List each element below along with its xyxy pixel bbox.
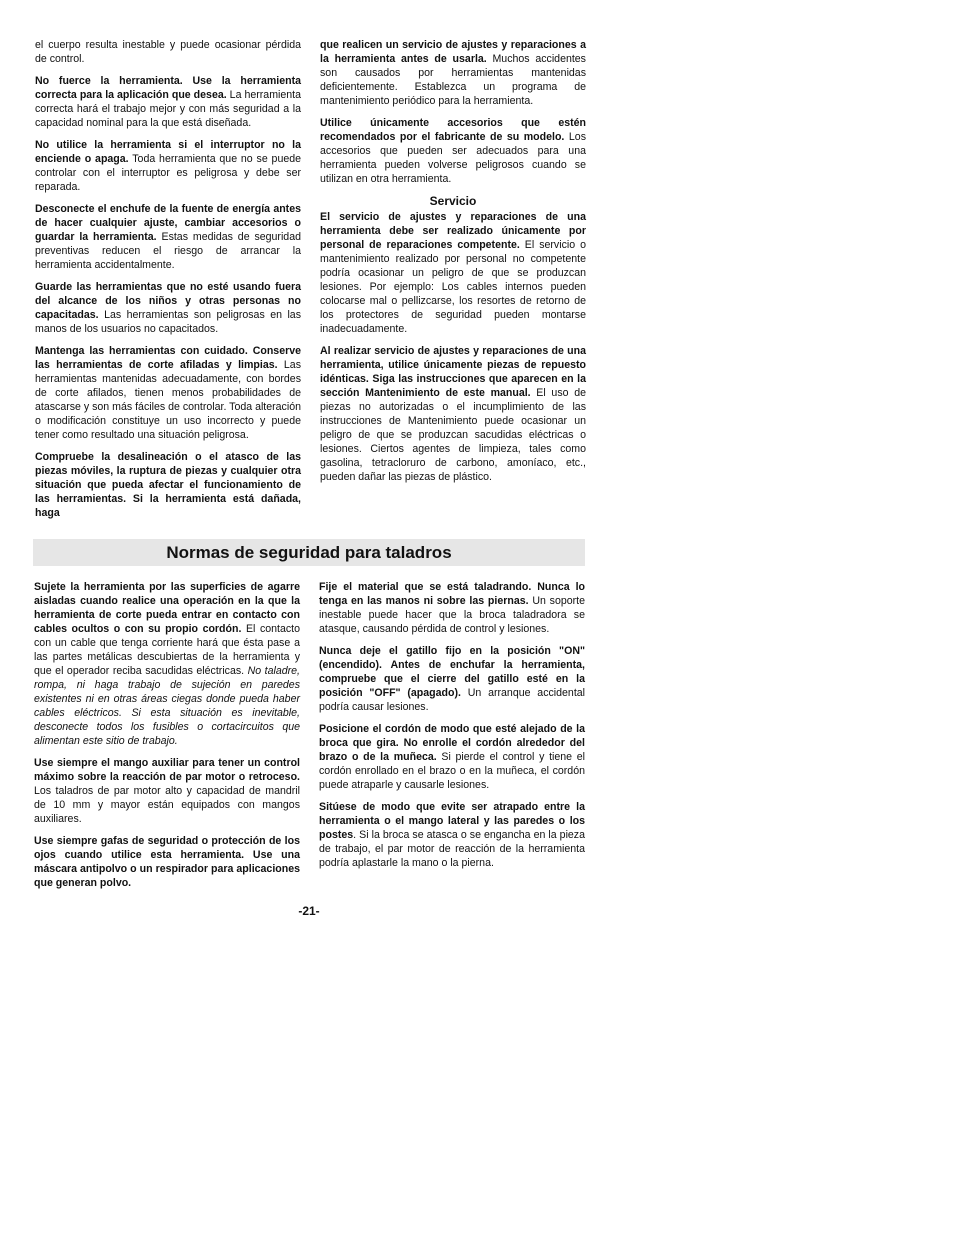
bottom-right-column	[319, 580, 585, 878]
paragraph-accessories: Utilice únicamente accesorios que estén recomendados por el fabricante de su modelo. Los accesorios que pueden ser adecuados para una herramienta pueden volverse peligrosos cuando se utilizan en otra herramienta.	[320, 117, 586, 185]
section-banner	[33, 539, 585, 566]
paragraph-service-before-use: que realicen un servicio de ajustes y reparaciones a la herramienta antes de usarla. Muchos accidentes son causados por herramientas mantenidas deficientemente. Establezca un programa de mantenimiento periódico para la herramienta.	[320, 39, 586, 107]
paragraph-body-instability: el cuerpo resulta inestable y puede ocasionar pérdida de control.	[35, 39, 301, 65]
top-right-column	[320, 38, 586, 492]
paragraph-trigger-lock: Nunca deje el gatillo fijo en la posición "ON" (encendido). Antes de enchufar la herramienta, compruebe que el cierre del gatillo esté en la posición "OFF" (apagado). Un arranque accidental podría causar lesiones.	[319, 645, 586, 713]
paragraph-no-force-tool: No fuerce la herramienta. Use la herramienta correcta para la aplicación que desea. La herramienta correcta hará el trabajo mejor y con más seguridad a la capacidad nominal para la que está diseñada.	[35, 75, 301, 129]
top-left-column	[35, 38, 301, 528]
paragraph-switch: No utilice la herramienta si el interruptor no la enciende o apaga. Toda herramienta que no se puede controlar con el interruptor es peligrosa y debe ser reparada.	[35, 139, 302, 193]
paragraph-safety-glasses: Use siempre gafas de seguridad o protección de los ojos cuando utilice esta herramienta. Use una máscara antipolvo o un respirador para aplicaciones que generan polvo.	[34, 835, 300, 889]
paragraph-identical-parts: Al realizar servicio de ajustes y reparaciones de una herramienta, utilice únicamente piezas de repuesto idénticas. Siga las instrucciones que aparecen en la sección Mantenimiento de este manual. El uso de piezas no autorizadas o el incumplimiento de las instrucciones de Mantenimiento puede ocasionar un peligro de que se produzcan sacudidas eléctricas o lesiones. Ciertos agentes de limpieza, tales como gasolina, tetracloruro de carbono, amoníaco, etc., pueden dañar las piezas de plástico.	[320, 345, 586, 483]
paragraph-store-tools: Guarde las herramientas que no esté usando fuera del alcance de los niños y otras personas no capacitadas. Las herramientas son peligrosas en las manos de los usuarios no capacitados.	[35, 281, 301, 335]
section-title: Normas de seguridad para taladros	[166, 543, 452, 562]
page-number: -21-	[298, 904, 320, 918]
paragraph-disconnect-plug: Desconecte el enchufe de la fuente de energía antes de hacer cualquier ajuste, cambiar accesorios o guardar la herramienta. Estas medidas de seguridad preventivas reducen el riesgo de arrancar la herramienta accidentalmente.	[35, 203, 301, 271]
paragraph-auxiliary-handle: Use siempre el mango auxiliar para tener un control máximo sobre la reacción de par motor o retroceso. Los taladros de par motor alto y capacidad de mandril de 10 mm y mayor están equipados con mangos auxiliares.	[34, 757, 300, 825]
paragraph-maintain-tools: Mantenga las herramientas con cuidado. Conserve las herramientas de corte afiladas y limpias. Las herramientas mantenidas adecuadamente, con bordes de corte afilados, tienen menos probabilidades de atascarse y son más fáciles de controlar. Toda alteración o modificación constituye un uso incorrecto y puede tener como resultado una situación peligrosa.	[35, 345, 301, 441]
paragraph-avoid-trapping: Sitúese de modo que evite ser atrapado entre la herramienta o el mango lateral y las paredes o los postes. Si la broca se atasca o se engancha en la pieza de trabajo, el par motor de reacción de la herramienta podría aplastarle la mano o la pierna.	[319, 801, 585, 869]
service-heading: Servicio	[429, 194, 477, 208]
paragraph-insulated-grip: Sujete la herramienta por las superficies de agarre aisladas cuando realice una operación en la que la herramienta de corte pueda entrar en contacto con cables ocultos o con su propio cordón. El contacto con un cable que tenga corriente hará que ésta pase a las partes metálicas descubiertas de la herramienta y que el operador reciba sacudidas eléctricas. No taladre, rompa, ni haga trabajo de sujeción en paredes existentes ni en otras áreas ciegas donde pueda haber cables eléctricos. Si esta situación es inevitable, desconecte todos los fusibles o cortacircuitos que alimentan este sitio de trabajo.	[34, 581, 300, 747]
paragraph-secure-material: Fije el material que se está taladrando. Nunca lo tenga en las manos ni sobre las piernas. Un soporte inestable puede hacer que la broca taladradora se atasque, causando pérdida de control y lesiones.	[319, 581, 585, 635]
paragraph-cord-position: Posicione el cordón de modo que esté alejado de la broca que gira. No enrolle el cordón alrededor del brazo o de la muñeca. Si pierde el control y tiene el cordón enrollado en el brazo o en la muñeca, el cordón puede atraparle y causarle lesiones.	[319, 723, 585, 791]
bottom-left-column	[34, 580, 300, 898]
paragraph-competent-personnel: El servicio de ajustes y reparaciones de una herramienta debe ser realizado únicamente por personal de reparaciones competente. El servicio o mantenimiento realizado por personal no competente podría ocasionar un peligro de que se produzcan lesiones. Por ejemplo: Los cables internos pueden colocarse mal o pellizcarse, los resortes de retorno de los protectores de seguridad pueden montarse inadecuadamente.	[320, 211, 586, 335]
paragraph-check-misalignment: Compruebe la desalineación o el atasco de las piezas móviles, la ruptura de piezas y cualquier otra situación que pueda afectar el funcionamiento de las herramientas. Si la herramienta está dañada, haga	[35, 451, 301, 519]
